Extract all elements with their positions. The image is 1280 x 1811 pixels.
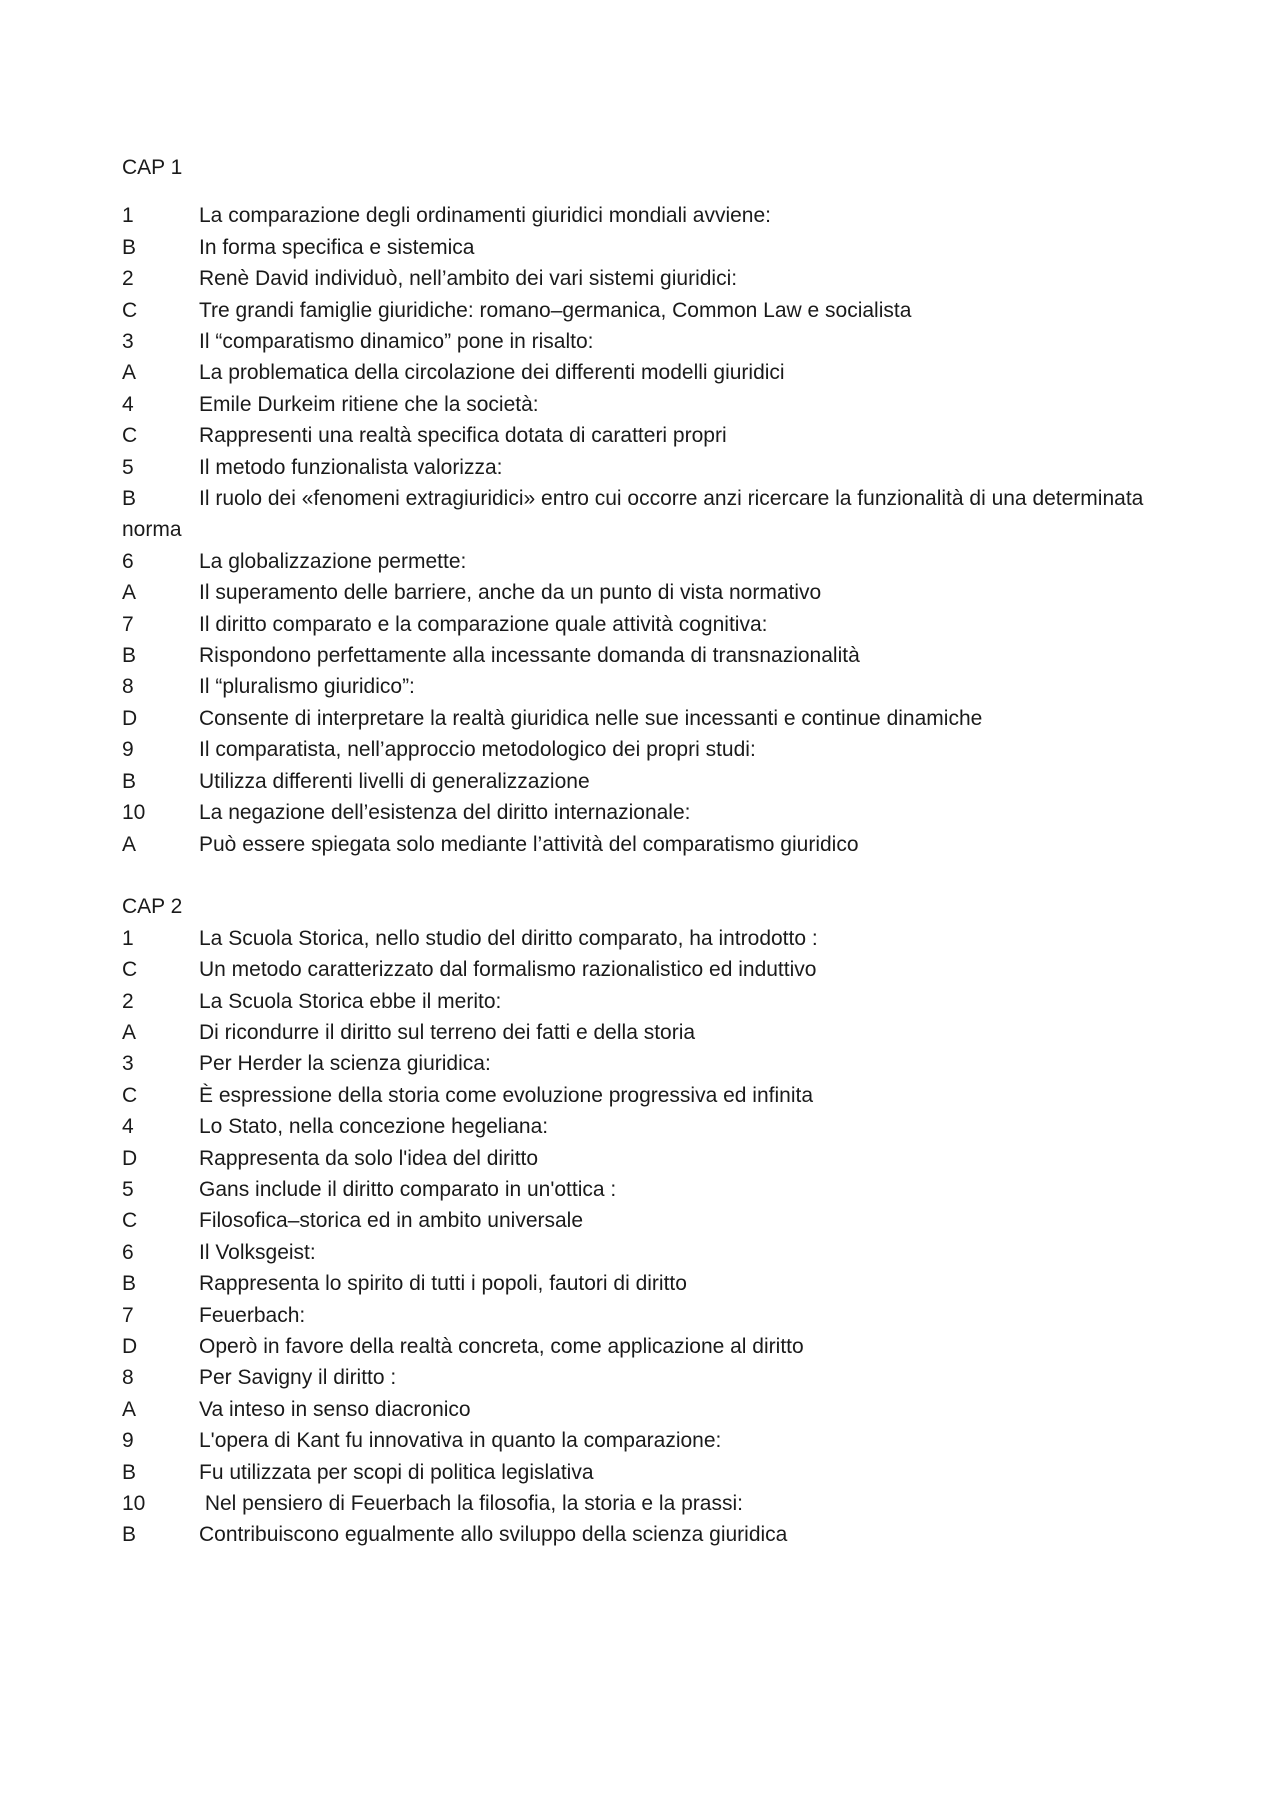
question-text: La comparazione degli ordinamenti giuridici mondiali avviene: [199,204,771,228]
answer-text: Rispondono perfettamente alla incessante domanda di transnazionalità [199,644,860,668]
question-text: Feuerbach: [199,1303,306,1327]
question-text: Il Volksgeist: [199,1240,316,1264]
answer-row [122,1331,1152,1362]
answer-text: Utilizza differenti livelli di generalizzazione [199,769,590,793]
question-text: Il metodo funzionalista valorizza: [199,455,503,479]
answer-row [122,954,1152,985]
answer-text: Va inteso in senso diacronico [199,1397,471,1421]
answer-text: Filosofica–storica ed in ambito universale [199,1209,584,1233]
answer-text: Operò in favore della realtà concreta, come applicazione al diritto [199,1334,804,1358]
answer-letter: C [122,424,138,448]
answer-row [122,232,1152,263]
answer-text: Fu utilizzata per scopi di politica legislativa [199,1460,594,1484]
answer-row [122,1457,1152,1488]
question-number: 1 [122,204,134,228]
question-text: Lo Stato, nella concezione hegeliana: [199,1115,549,1139]
question-number: 8 [122,675,134,699]
question-number: 9 [122,738,134,762]
question-number: 5 [122,455,134,479]
answer-text: Contribuiscono egualmente allo sviluppo della scienza giuridica [199,1523,788,1547]
question-text: Gans include il diritto comparato in un'ottica : [199,1177,617,1201]
chapter-1 [122,152,1152,860]
answer-row [122,766,1152,797]
answer-row [122,1017,1152,1048]
question-text: La globalizzazione permette: [199,549,467,573]
question-number: 4 [122,392,134,416]
question-row [122,1111,1152,1142]
question-text: Il “comparatismo dinamico” pone in risalto: [199,330,594,354]
answer-row [122,1080,1152,1111]
answer-text: Il ruolo dei «fenomeni extragiuridici» entro cui occorre anzi ricercare la funzionalità di una determinata norma [122,487,1144,542]
question-row [122,1300,1152,1331]
answer-letter: A [122,832,137,856]
answer-row [122,420,1152,451]
question-number: 10 [122,1492,146,1516]
question-list [122,923,1152,1551]
question-text: Renè David individuò, nell’ambito dei vari sistemi giuridici: [199,267,738,291]
answer-letter: A [122,1397,137,1421]
answer-row [122,1143,1152,1174]
answer-text: La problematica della circolazione dei differenti modelli giuridici [199,361,785,385]
question-row [122,923,1152,954]
question-number: 1 [122,926,134,950]
answer-letter: B [122,769,137,793]
question-number: 2 [122,267,134,291]
question-text: Il comparatista, nell’approccio metodologico dei propri studi: [199,738,756,762]
answer-letter: C [122,298,138,322]
question-row [122,452,1152,483]
chapter-heading: CAP 2 [122,895,183,919]
answer-text: Rappresenta da solo l'idea del diritto [199,1146,539,1170]
answer-letter: C [122,958,138,982]
question-number: 4 [122,1115,134,1139]
answer-letter: C [122,1209,138,1233]
question-number: 6 [122,549,134,573]
answer-row [122,577,1152,608]
answer-text: Un metodo caratterizzato dal formalismo razionalistico ed induttivo [199,958,817,982]
question-text: La Scuola Storica ebbe il merito: [199,989,502,1013]
question-list [122,200,1152,860]
answer-row [122,829,1152,860]
question-text: Il “pluralismo giuridico”: [199,675,415,699]
answer-row [122,1394,1152,1425]
answer-letter: B [122,235,137,259]
answer-text: Può essere spiegata solo mediante l’attività del comparatismo giuridico [199,832,859,856]
question-text: Il diritto comparato e la comparazione quale attività cognitiva: [199,612,768,636]
answer-letter: D [122,1334,138,1358]
question-row [122,671,1152,702]
question-number: 3 [122,1052,134,1076]
question-row [122,1488,1152,1519]
answer-text: Consente di interpretare la realtà giuridica nelle sue incessanti e continue dinamiche [199,706,983,730]
question-row [122,326,1152,357]
answer-row [122,357,1152,388]
answer-text: È espressione della storia come evoluzione progressiva ed infinita [199,1083,814,1107]
question-row [122,263,1152,294]
answer-row [122,295,1152,326]
answer-letter: B [122,1460,137,1484]
question-row [122,1362,1152,1393]
spacer [122,860,1152,891]
question-row [122,546,1152,577]
question-number: 5 [122,1177,134,1201]
answer-row [122,1519,1152,1550]
question-text: Nel pensiero di Feuerbach la filosofia, la storia e la prassi: [199,1492,743,1516]
question-row [122,609,1152,640]
question-row [122,1174,1152,1205]
question-text: L'opera di Kant fu innovativa in quanto la comparazione: [199,1429,722,1453]
question-row [122,797,1152,828]
spacer [122,183,1152,200]
question-text: La Scuola Storica, nello studio del diritto comparato, ha introdotto : [199,926,818,950]
question-number: 6 [122,1240,134,1264]
question-row [122,200,1152,231]
question-row [122,1425,1152,1456]
answer-letter: D [122,1146,138,1170]
question-row [122,986,1152,1017]
question-text: Emile Durkeim ritiene che la società: [199,392,539,416]
question-number: 7 [122,612,134,636]
answer-row [122,1268,1152,1299]
answer-letter: B [122,1272,137,1296]
question-number: 7 [122,1303,134,1327]
answer-letter: A [122,1020,137,1044]
answer-row [122,703,1152,734]
question-number: 8 [122,1366,134,1390]
answer-letter: A [122,361,137,385]
question-number: 2 [122,989,134,1013]
question-row [122,1048,1152,1079]
question-number: 9 [122,1429,134,1453]
answer-letter: D [122,706,138,730]
answer-text: Il superamento delle barriere, anche da un punto di vista normativo [199,581,822,605]
answer-text: In forma specifica e sistemica [199,235,475,259]
answer-text: Tre grandi famiglie giuridiche: romano–germanica, Common Law e socialista [199,298,912,322]
document-page [122,152,1152,1551]
answer-text: Di ricondurre il diritto sul terreno dei fatti e della storia [199,1020,696,1044]
question-row [122,1237,1152,1268]
question-number: 10 [122,801,146,825]
answer-letter: B [122,1523,137,1547]
question-row [122,734,1152,765]
answer-row [122,1205,1152,1236]
answer-letter: B [122,487,137,511]
question-row [122,389,1152,420]
question-text: Per Herder la scienza giuridica: [199,1052,491,1076]
answer-text: Rappresenta lo spirito di tutti i popoli, fautori di diritto [199,1272,687,1296]
answer-letter: A [122,581,137,605]
answer-row [122,483,1152,546]
chapter-2 [122,891,1152,1551]
answer-text: Rappresenti una realtà specifica dotata di caratteri propri [199,424,727,448]
question-number: 3 [122,330,134,354]
answer-row [122,640,1152,671]
answer-letter: B [122,644,137,668]
question-text: La negazione dell’esistenza del diritto internazionale: [199,801,691,825]
question-text: Per Savigny il diritto : [199,1366,397,1390]
chapter-heading: CAP 1 [122,156,183,179]
answer-letter: C [122,1083,138,1107]
